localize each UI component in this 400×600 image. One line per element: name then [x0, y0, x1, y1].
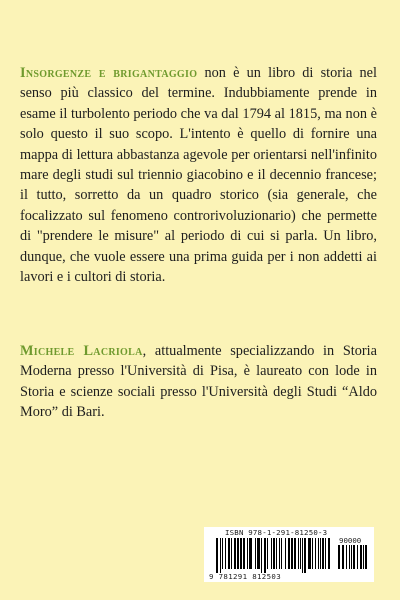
author-bio-paragraph: [20, 341, 377, 423]
barcode-bar: [346, 545, 347, 569]
barcode-digits: 9 781291 812503: [209, 572, 281, 581]
barcode-bar: [216, 538, 218, 573]
barcode-bar: [294, 538, 296, 569]
barcode-bar: [320, 538, 321, 569]
barcode-bar: [267, 538, 268, 569]
barcode-bar: [279, 538, 280, 569]
barcode-bar: [304, 538, 306, 573]
barcode-bar: [315, 538, 316, 569]
barcode-bar: [360, 545, 362, 569]
barcode-bar: [298, 538, 299, 569]
blurb-text: non è un libro di storia nel senso più classico del termine. Indubbiamente prende in esame il turbolento periodo che va dal 1794 al 1815, ma non è solo questo il suo scopo. L'intento è quello di fornire una mappa di lettura abbastanza agevole per orientarsi nell'infinito mare degli studi sul triennio giacobino e il decennio francese; il tutto, sorretto da un quadro storico (sia generale, che focalizzato sul fenomeno controrivoluzionario) che permette di "prendere le misure" al periodo di cui si parla. Un libro, dunque, che vuole essere una prima guida per i non addetti ai lavori e i cultori di storia.: [20, 65, 377, 286]
barcode-bar: [363, 545, 364, 569]
barcode-bar: [349, 545, 350, 569]
barcode-bar: [300, 538, 301, 569]
book-title: Insorgenze e brigantaggio: [20, 65, 198, 81]
barcode-bar: [328, 538, 330, 569]
isbn-barcode: [204, 527, 374, 582]
barcode-bar: [322, 538, 324, 569]
barcode-bar: [247, 538, 248, 569]
barcode-bar: [285, 538, 286, 569]
barcode-bar: [338, 545, 340, 569]
barcode-bar: [237, 538, 239, 569]
barcode-bar: [276, 538, 277, 569]
barcode-bar: [308, 538, 311, 569]
barcode-bar: [325, 538, 326, 569]
author-name: Michele Lacriola: [20, 343, 143, 359]
barcode-bar: [365, 545, 367, 569]
barcode-bar: [351, 545, 352, 569]
barcode-bar: [231, 538, 232, 569]
barcode-bar: [243, 538, 245, 569]
barcode-bar: [273, 538, 275, 569]
barcode-bar: [249, 538, 252, 569]
barcode-bar: [302, 538, 303, 573]
barcode-bar: [234, 538, 236, 569]
barcode-bar: [271, 538, 272, 569]
barcode-bar: [353, 545, 355, 569]
barcode-bar: [342, 545, 344, 569]
addon-bars: [338, 545, 370, 573]
barcode-bar: [291, 538, 293, 569]
barcode-bar: [312, 538, 313, 569]
author-bio-text: , attualmente specializzando in Storia Moderna presso l'Università di Pisa, è laureato con lode in Storia e scienze sociali presso l'Università degli Studi “Aldo Moro” di Bari.: [20, 343, 377, 421]
barcode-bar: [261, 538, 262, 573]
isbn-label: ISBN 978-1-291-81250-3: [225, 528, 328, 537]
barcode-bar: [255, 538, 256, 569]
barcode-bar: [228, 538, 230, 569]
barcode-bar: [264, 538, 266, 573]
barcode-bar: [281, 538, 282, 569]
barcode-bar: [240, 538, 242, 569]
barcode-bar: [257, 538, 260, 569]
barcode-bar: [222, 538, 223, 569]
barcode-bar: [220, 538, 221, 573]
barcode-bar: [225, 538, 226, 569]
barcode-bar: [288, 538, 290, 569]
ean-bars: [216, 538, 334, 573]
barcode-bar: [357, 545, 358, 569]
price-code: 90000: [339, 536, 362, 545]
barcode-bar: [318, 538, 319, 569]
blurb-paragraph: [20, 63, 377, 287]
